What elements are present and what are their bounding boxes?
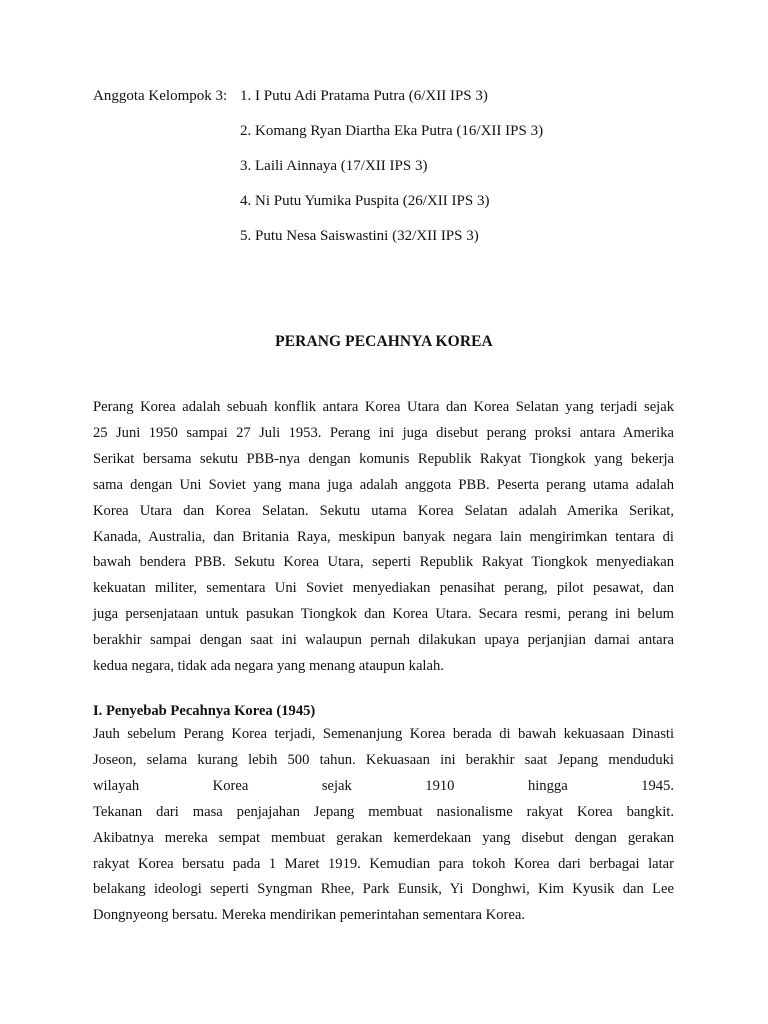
section-paragraph <box>93 722 674 929</box>
paragraph-line: kekuatan militer, sementara Uni Soviet menyediakan penasihat perang, pilot pesawat, dan <box>93 580 674 597</box>
paragraph-line: Perang Korea adalah sebuah konflik antara Korea Utara dan Korea Selatan yang terjadi sejak <box>93 399 674 415</box>
member-row <box>93 226 693 246</box>
paragraph-line: berakhir sampai dengan saat ini walaupun pernah dilakukan upaya perjanjian damai antara <box>93 632 674 649</box>
member-item: 1. I Putu Adi Pratama Putra (6/XII IPS 3) <box>240 88 488 104</box>
member-row <box>93 156 693 176</box>
group-label: Anggota Kelompok 3: <box>93 88 228 104</box>
section-heading: I. Penyebab Pecahnya Korea (1945) <box>93 703 316 719</box>
member-item: 3. Laili Ainnaya (17/XII IPS 3) <box>240 158 428 174</box>
member-item: 5. Putu Nesa Saiswastini (32/XII IPS 3) <box>240 228 479 244</box>
paragraph-line: wilayah Korea sejak 1910 hingga 1945. <box>93 777 674 794</box>
paragraph-line: 25 Juni 1950 sampai 27 Juli 1953. Perang ini juga disebut perang proksi antara Amerika <box>93 424 674 441</box>
member-row <box>93 86 693 106</box>
intro-paragraph <box>93 395 674 680</box>
paragraph-line: Dongnyeong bersatu. Mereka mendirikan pemerintahan sementara Korea. <box>93 907 525 924</box>
paragraph-line: sama dengan Uni Soviet yang mana juga adalah anggota PBB. Peserta perang utama adalah <box>93 476 674 493</box>
paragraph-line: belakang ideologi seperti Syngman Rhee, Park Eunsik, Yi Donghwi, Kim Kyusik dan Lee <box>93 881 674 898</box>
paragraph-line: Jauh sebelum Perang Korea terjadi, Semenanjung Korea berada di bawah kekuasaan Dinasti <box>93 726 674 742</box>
member-item: 4. Ni Putu Yumika Puspita (26/XII IPS 3) <box>240 193 490 209</box>
paragraph-line: bawah bendera PBB. Sekutu Korea Utara, seperti Republik Rakyat Tiongkok menyediakan <box>93 554 674 571</box>
document-title: PERANG PECAHNYA KOREA <box>275 333 493 350</box>
paragraph-line: Joseon, selama kurang lebih 500 tahun. Kekuasaan ini berakhir saat Jepang menduduki <box>93 751 674 768</box>
paragraph-line: juga persenjataan untuk pasukan Tiongkok dan Korea Utara. Secara resmi, perang ini belum <box>93 606 674 623</box>
group-members-list <box>93 86 693 261</box>
member-item: 2. Komang Ryan Diartha Eka Putra (16/XII IPS 3) <box>240 123 544 139</box>
paragraph-line: kedua negara, tidak ada negara yang menang ataupun kalah. <box>93 658 444 675</box>
paragraph-line: Akibatnya mereka sempat membuat gerakan kemerdekaan yang disebut dengan gerakan <box>93 829 674 846</box>
paragraph-line: Serikat bersama sekutu PBB-nya dengan komunis Republik Rakyat Tiongkok yang bekerja <box>93 450 674 467</box>
paragraph-line: Kanada, Australia, dan Britania Raya, meskipun banyak negara lain mengirimkan tentara di <box>93 528 674 545</box>
paragraph-line: Tekanan dari masa penjajahan Jepang membuat nasionalisme rakyat Korea bangkit. <box>93 803 674 820</box>
paragraph-line: Korea Utara dan Korea Selatan. Sekutu utama Korea Selatan adalah Amerika Serikat, <box>93 502 674 519</box>
paragraph-line: rakyat Korea bersatu pada 1 Maret 1919. Kemudian para tokoh Korea dari berbagai latar <box>93 855 674 872</box>
member-row <box>93 191 693 211</box>
member-row <box>93 121 693 141</box>
